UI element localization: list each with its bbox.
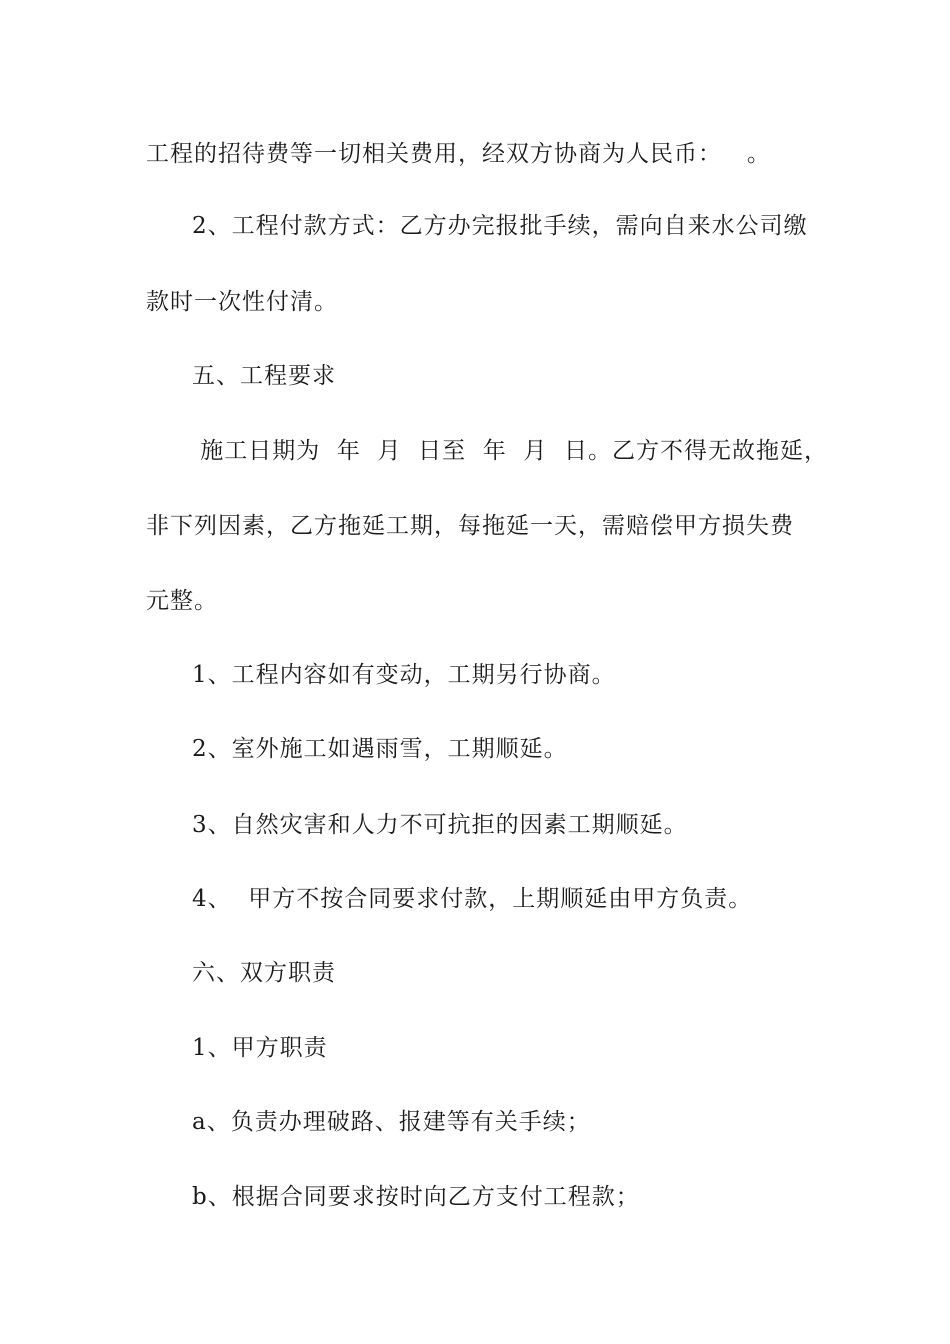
list-item-duty-b: b、根据合同要求按时向乙方支付工程款； — [192, 1184, 640, 1210]
list-item-duty-a: a、负责办理破路、报建等有关手续； — [192, 1109, 591, 1135]
list-item-content-change: 1、工程内容如有变动，工期另行协商。 — [192, 662, 616, 688]
subheading-party-a-duties: 1、甲方职责 — [192, 1035, 328, 1061]
text-line-construction-dates: 施工日期为 年 月 日至 年 月 日。乙方不得无故拖延， — [192, 438, 829, 464]
text-line-fee-amount: 工程的招待费等一切相关费用，经双方协商为人民币： 。 — [146, 141, 771, 167]
list-item-force-majeure: 3、自然灾害和人力不可抗拒的因素工期顺延。 — [192, 812, 688, 838]
text-line-payment-method-cont: 款时一次性付清。 — [146, 289, 338, 315]
text-line-payment-method: 2、工程付款方式：乙方办完报批手续，需向自来水公司缴 — [192, 213, 808, 239]
section-heading-responsibilities: 六、双方职责 — [192, 960, 336, 986]
list-item-late-payment: 4、 甲方不按合同要求付款，上期顺延由甲方负责。 — [192, 886, 753, 912]
text-line-delay-penalty-cont: 元整。 — [146, 588, 218, 614]
text-line-delay-penalty: 非下列因素，乙方拖延工期，每拖延一天，需赔偿甲方损失费 — [146, 513, 794, 539]
section-heading-requirements: 五、工程要求 — [192, 363, 336, 389]
list-item-weather: 2、室外施工如遇雨雪，工期顺延。 — [192, 736, 568, 762]
